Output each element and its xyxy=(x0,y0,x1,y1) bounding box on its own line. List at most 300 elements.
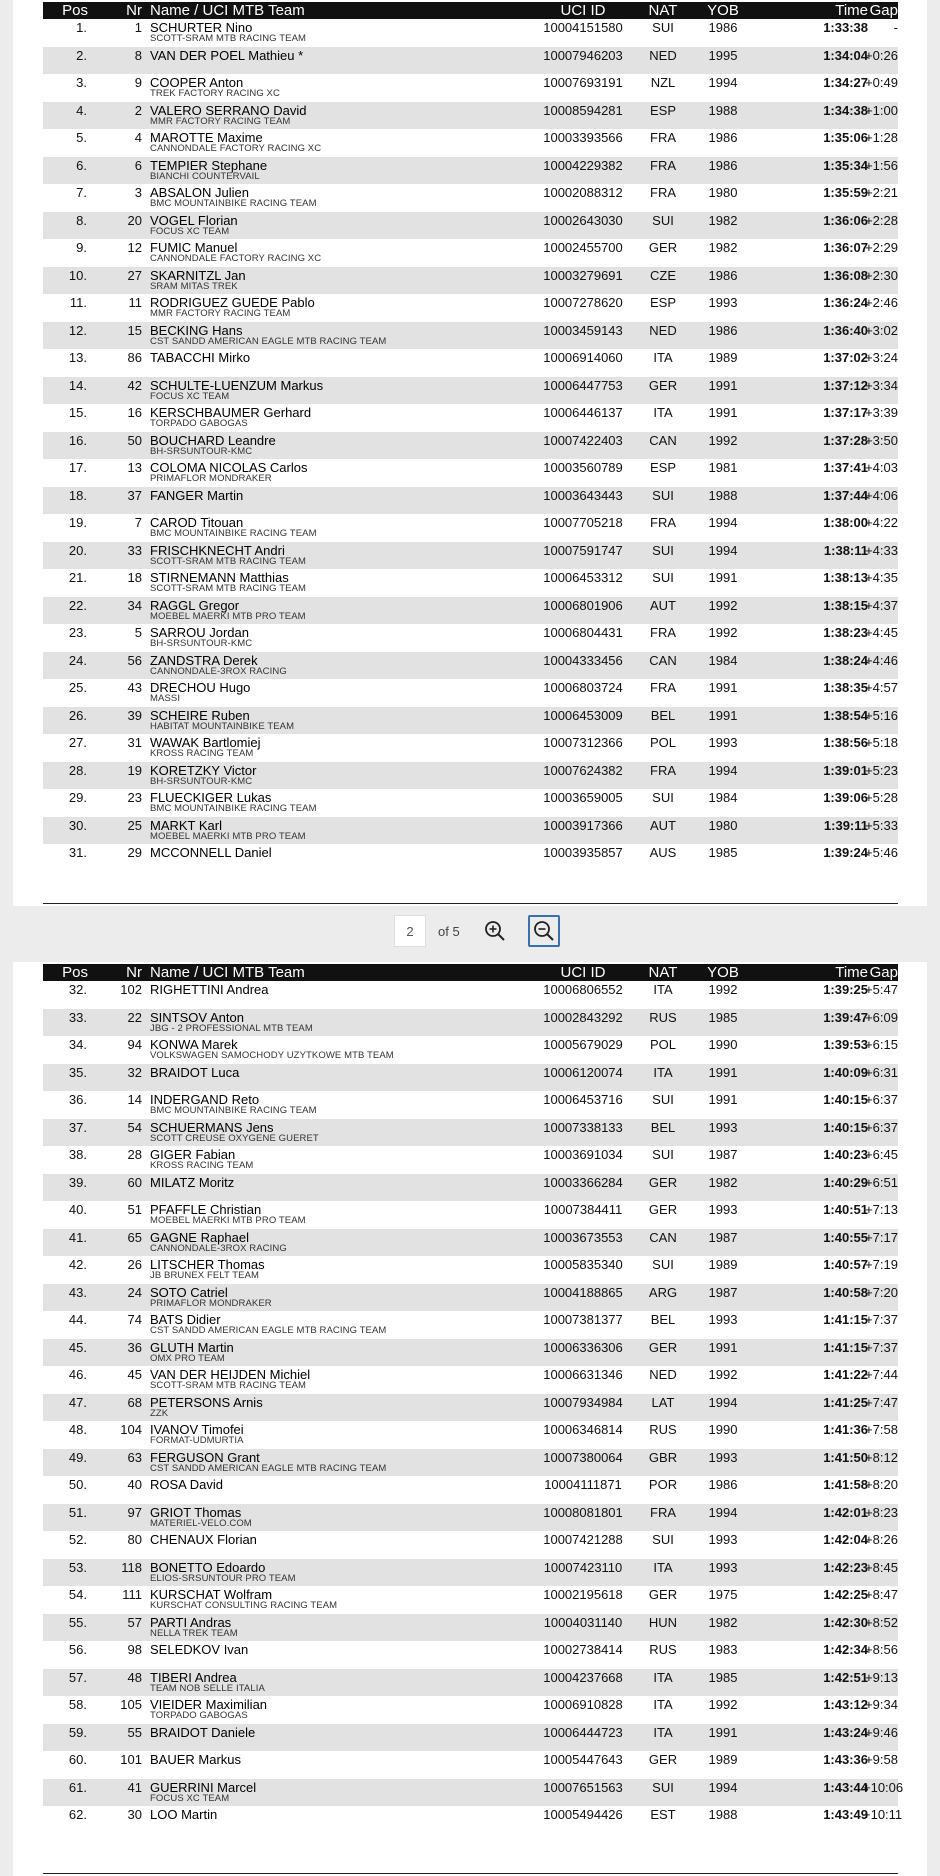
table-row xyxy=(43,1614,898,1642)
rider-name: COOPER Anton xyxy=(150,75,244,90)
nation-cell: SUI xyxy=(652,1532,674,1547)
nation-cell: ITA xyxy=(653,982,673,997)
rider-name: ABSALON Julien xyxy=(150,185,249,200)
bib-cell: 4 xyxy=(134,130,142,145)
team-name: SRAM MITAS TREK xyxy=(150,280,238,292)
page-number-input[interactable] xyxy=(394,915,426,947)
gap-cell: +5:47 xyxy=(865,982,898,997)
zoom-out-button[interactable] xyxy=(528,915,560,947)
bib-cell: 1 xyxy=(134,20,142,35)
yob-cell: 1985 xyxy=(708,1009,738,1025)
results-table xyxy=(43,964,904,1834)
pos-cell: 59. xyxy=(68,1724,87,1740)
nation-cell: FRA xyxy=(650,680,676,695)
uci-id-cell: 10002195618 xyxy=(543,1587,623,1602)
bib-cell: 37 xyxy=(127,487,142,503)
time-cell: 1:42:25 xyxy=(823,1587,868,1602)
table-row xyxy=(43,679,898,707)
uci-id-cell: 10002455700 xyxy=(543,240,623,255)
uci-id-cell: 10005835340 xyxy=(543,1257,623,1272)
pos-cell: 3. xyxy=(76,75,87,90)
gap-cell: +6:09 xyxy=(865,1009,898,1025)
bib-cell: 20 xyxy=(127,212,142,228)
yob-cell: 1990 xyxy=(708,1422,738,1437)
uci-id-cell: 10007693191 xyxy=(543,75,623,90)
uci-id-cell: 10003366284 xyxy=(543,1174,623,1190)
table-row xyxy=(43,19,898,47)
bib-cell: 11 xyxy=(128,295,142,310)
header-gap: Gap xyxy=(869,2,898,19)
team-name: SCOTT-SRAM MTB RACING TEAM xyxy=(150,1380,307,1391)
bib-cell: 54 xyxy=(127,1119,142,1135)
yob-cell: 1982 xyxy=(708,1174,738,1190)
table-row xyxy=(43,789,898,817)
nation-cell: AUT xyxy=(650,817,676,833)
gap-cell: +8:26 xyxy=(865,1532,898,1547)
bib-cell: 105 xyxy=(120,1697,142,1712)
uci-id-cell: 10006453716 xyxy=(543,1092,623,1107)
yob-cell: 1994 xyxy=(708,1779,738,1795)
time-cell: 1:42:51 xyxy=(823,1669,868,1685)
time-cell: 1:39:25 xyxy=(823,982,868,997)
bib-cell: 57 xyxy=(127,1614,142,1630)
gap-cell: +3:50 xyxy=(865,432,898,448)
nation-cell: FRA xyxy=(650,185,676,200)
yob-cell: 1994 xyxy=(708,542,738,558)
uci-id-cell: 10006447753 xyxy=(543,377,623,393)
nation-cell: ITA xyxy=(653,350,673,365)
bib-cell: 23 xyxy=(127,790,142,805)
bib-cell: 22 xyxy=(127,1009,142,1025)
team-name: MMR FACTORY RACING TEAM xyxy=(150,308,291,319)
pos-cell: 30. xyxy=(68,817,87,833)
header-nat: NAT xyxy=(648,964,678,981)
nation-cell: GER xyxy=(648,240,678,255)
yob-cell: 1994 xyxy=(708,1504,738,1520)
bib-cell: 102 xyxy=(120,982,142,997)
rider-name: LOO Martin xyxy=(150,1807,218,1822)
table-row xyxy=(43,267,898,295)
table-row xyxy=(43,652,898,680)
yob-cell: 1991 xyxy=(708,1064,738,1080)
gap-cell: +2:46 xyxy=(865,295,898,310)
yob-cell: 1991 xyxy=(708,377,738,393)
pos-cell: 36. xyxy=(68,1092,87,1107)
team-name: SCOTT-SRAM MTB RACING TEAM xyxy=(150,33,307,44)
team-name: TORPADO GABOGAS xyxy=(150,418,248,429)
gap-cell: +8:47 xyxy=(865,1587,898,1602)
rider-name: GRIOT Thomas xyxy=(150,1504,242,1520)
table-row xyxy=(43,707,898,735)
team-name: ZZK xyxy=(150,1407,169,1419)
bib-cell: 27 xyxy=(127,267,142,283)
time-cell: 1:39:01 xyxy=(823,762,868,778)
bib-cell: 31 xyxy=(127,735,142,750)
gap-cell: +8:56 xyxy=(865,1642,898,1657)
pos-cell: 52. xyxy=(68,1532,87,1547)
time-cell: 1:35:06 xyxy=(823,130,868,145)
zoom-in-button[interactable] xyxy=(479,915,511,947)
rider-name: MCCONNELL Daniel xyxy=(150,845,272,860)
rider-name: SOTO Catriel xyxy=(150,1284,228,1300)
bib-cell: 8 xyxy=(134,47,142,63)
gap-cell: +7:37 xyxy=(865,1339,898,1355)
uci-id-cell: 10003459143 xyxy=(543,322,623,338)
yob-cell: 1991 xyxy=(708,570,738,585)
team-name: SCOTT-SRAM MTB RACING TEAM xyxy=(150,583,307,594)
bib-cell: 2 xyxy=(134,102,142,118)
uci-id-cell: 10007380064 xyxy=(543,1449,623,1465)
rider-name: FLUECKIGER Lukas xyxy=(150,790,272,805)
yob-cell: 1992 xyxy=(708,625,738,640)
rider-name: COLOMA NICOLAS Carlos xyxy=(150,460,308,475)
team-name: FOCUS XC TEAM xyxy=(150,390,230,402)
header-nr: Nr xyxy=(126,964,142,981)
team-name: MATERIEL-VELO.COM xyxy=(150,1517,252,1529)
team-name: FOCUS XC TEAM xyxy=(150,225,230,237)
pos-cell: 45. xyxy=(68,1339,87,1355)
nation-cell: SUI xyxy=(652,542,674,558)
gap-cell: +7:47 xyxy=(865,1394,898,1410)
time-cell: 1:38:56 xyxy=(823,735,868,750)
time-cell: 1:40:15 xyxy=(823,1119,868,1135)
uci-id-cell: 10003393566 xyxy=(543,130,623,145)
team-name: MOEBEL MAERKI MTB PRO TEAM xyxy=(150,610,306,622)
uci-id-cell: 10008081801 xyxy=(543,1504,623,1520)
uci-id-cell: 10005447643 xyxy=(543,1752,623,1767)
gap-cell: +4:06 xyxy=(865,487,898,503)
team-name: BH-SRSUNTOUR-KMC xyxy=(150,775,253,787)
table-row xyxy=(43,1009,898,1037)
yob-cell: 1991 xyxy=(708,680,738,695)
table-row xyxy=(43,1036,898,1064)
time-cell: 1:37:12 xyxy=(823,377,868,393)
nation-cell: RUS xyxy=(649,1642,677,1657)
time-cell: 1:36:40 xyxy=(823,322,868,338)
nation-cell: NED xyxy=(649,1367,677,1382)
uci-id-cell: 10003643443 xyxy=(543,487,623,503)
rider-name: KURSCHAT Wolfram xyxy=(150,1587,273,1602)
time-cell: 1:43:12 xyxy=(823,1697,868,1712)
nation-cell: SUI xyxy=(652,212,674,228)
rider-name: IVANOV Timofei xyxy=(150,1422,244,1437)
pos-cell: 37. xyxy=(68,1119,87,1135)
yob-cell: 1985 xyxy=(708,1669,738,1685)
table-row xyxy=(43,734,898,762)
table-row xyxy=(43,212,898,240)
uci-id-cell: 10008594281 xyxy=(543,102,623,118)
yob-cell: 1989 xyxy=(708,1752,738,1767)
table-row xyxy=(43,1476,898,1504)
uci-id-cell: 10002088312 xyxy=(543,185,623,200)
uci-id-cell: 10005494426 xyxy=(543,1807,623,1822)
team-name: BMC MOUNTAINBIKE RACING TEAM xyxy=(150,1105,317,1116)
gap-cell: +1:56 xyxy=(865,157,898,173)
team-name: TREK FACTORY RACING XC xyxy=(150,88,280,99)
rider-name: VAN DER HEIJDEN Michiel xyxy=(150,1367,311,1382)
uci-id-cell: 10002643030 xyxy=(543,212,623,228)
header-pos: Pos xyxy=(62,964,88,981)
yob-cell: 1989 xyxy=(708,350,738,365)
team-name: MMR FACTORY RACING TEAM xyxy=(150,115,291,127)
bib-cell: 3 xyxy=(134,185,142,200)
page-divider xyxy=(43,903,898,904)
gap-cell: +9:34 xyxy=(865,1697,898,1712)
nation-cell: POL xyxy=(649,735,676,750)
uci-id-cell: 10007278620 xyxy=(543,295,623,310)
time-cell: 1:40:15 xyxy=(823,1092,868,1107)
yob-cell: 1982 xyxy=(708,240,738,255)
zoom-in-icon xyxy=(484,920,506,942)
time-cell: 1:43:24 xyxy=(823,1724,868,1740)
team-name: PRIMAFLOR MONDRAKER xyxy=(150,473,272,484)
rider-name: CHENAUX Florian xyxy=(150,1532,257,1547)
uci-id-cell: 10003935857 xyxy=(543,845,623,860)
uci-id-cell: 10006803724 xyxy=(543,680,623,695)
uci-id-cell: 10002843292 xyxy=(543,1009,623,1025)
time-cell: 1:34:27 xyxy=(823,75,868,90)
table-row xyxy=(43,47,898,75)
bib-cell: 6 xyxy=(134,157,142,173)
pos-cell: 58. xyxy=(68,1697,87,1712)
rider-name: RODRIGUEZ GUEDE Pablo xyxy=(150,295,315,310)
rider-name: SKARNITZL Jan xyxy=(150,267,246,283)
pos-cell: 60. xyxy=(68,1752,87,1767)
gap-cell: +5:33 xyxy=(865,817,898,833)
rider-name: VIEIDER Maximilian xyxy=(150,1697,268,1712)
uci-id-cell: 10007421288 xyxy=(543,1532,623,1547)
time-cell: 1:36:06 xyxy=(823,212,868,228)
pos-cell: 7. xyxy=(76,185,87,200)
gap-cell: +4:33 xyxy=(865,542,898,558)
pos-cell: 4. xyxy=(76,102,87,118)
table-row xyxy=(43,459,898,487)
rider-name: SINTSOV Anton xyxy=(150,1009,244,1025)
bib-cell: 29 xyxy=(127,845,142,860)
team-name: VOLKSWAGEN SAMOCHODY UZYTKOWE MTB TEAM xyxy=(150,1050,394,1061)
yob-cell: 1985 xyxy=(708,845,738,860)
uci-id-cell: 10006453009 xyxy=(543,707,623,723)
team-name: ELIOS-SRSUNTOUR PRO TEAM xyxy=(150,1572,296,1584)
gap-cell: +5:46 xyxy=(865,845,898,860)
pos-cell: 13. xyxy=(68,350,87,365)
gap-cell: +9:46 xyxy=(865,1724,898,1740)
bib-cell: 97 xyxy=(127,1504,142,1520)
time-cell: 1:42:30 xyxy=(823,1614,868,1630)
table-row xyxy=(43,1504,898,1532)
nation-cell: SUI xyxy=(652,1779,674,1795)
gap-cell: +4:57 xyxy=(865,680,898,695)
bib-cell: 30 xyxy=(127,1807,142,1822)
nation-cell: CAN xyxy=(649,1229,677,1245)
time-cell: 1:37:17 xyxy=(823,405,868,420)
uci-id-cell: 10007422403 xyxy=(543,432,623,448)
team-name: KROSS RACING TEAM xyxy=(150,1160,254,1171)
pos-cell: 27. xyxy=(68,735,87,750)
team-name: CANNONDALE FACTORY RACING XC xyxy=(150,253,322,264)
rider-name: FUMIC Manuel xyxy=(150,240,238,255)
bib-cell: 34 xyxy=(127,597,142,613)
bib-cell: 74 xyxy=(127,1312,142,1327)
rider-name: KORETZKY Victor xyxy=(150,762,257,778)
yob-cell: 1992 xyxy=(708,597,738,613)
uci-id-cell: 10006914060 xyxy=(543,350,623,365)
uci-id-cell: 10007651563 xyxy=(543,1779,623,1795)
table-row xyxy=(43,1339,898,1367)
team-name: MASSI xyxy=(150,693,181,704)
nation-cell: ITA xyxy=(653,1559,673,1575)
pos-cell: 29. xyxy=(68,790,87,805)
pos-cell: 43. xyxy=(68,1284,87,1300)
yob-cell: 1995 xyxy=(708,47,738,63)
yob-cell: 1992 xyxy=(708,982,738,997)
gap-cell: +0:49 xyxy=(865,75,898,90)
yob-cell: 1994 xyxy=(708,75,738,90)
pos-cell: 51. xyxy=(68,1504,87,1520)
team-name: MOEBEL MAERKI MTB PRO TEAM xyxy=(150,1215,306,1226)
rider-name: BRAIDOT Luca xyxy=(150,1064,240,1080)
nation-cell: ITA xyxy=(653,405,673,420)
yob-cell: 1991 xyxy=(708,707,738,723)
uci-id-cell: 10006446137 xyxy=(543,405,623,420)
team-name: SCOTT CREUSE OXYGENE GUERET xyxy=(150,1132,319,1144)
time-cell: 1:42:04 xyxy=(823,1532,868,1547)
time-cell: 1:40:55 xyxy=(823,1229,868,1245)
bib-cell: 101 xyxy=(120,1752,142,1767)
gap-cell: +7:20 xyxy=(865,1284,898,1300)
gap-cell: +6:37 xyxy=(865,1119,898,1135)
yob-cell: 1994 xyxy=(708,762,738,778)
table-row xyxy=(43,129,898,157)
nation-cell: RUS xyxy=(649,1422,677,1437)
table-row xyxy=(43,1806,903,1834)
table-row xyxy=(43,1779,904,1807)
gap-cell: +8:12 xyxy=(865,1449,898,1465)
uci-id-cell: 10007384411 xyxy=(543,1202,623,1217)
table-row xyxy=(43,624,898,652)
pos-cell: 15. xyxy=(68,405,87,420)
team-name: MOEBEL MAERKI MTB PRO TEAM xyxy=(150,830,306,842)
pos-cell: 50. xyxy=(68,1477,87,1492)
time-cell: 1:39:53 xyxy=(823,1037,868,1052)
nation-cell: SUI xyxy=(652,20,674,35)
nation-cell: GER xyxy=(648,1752,678,1767)
table-row xyxy=(43,74,898,102)
team-name: TEAM NOB SELLE ITALIA xyxy=(150,1682,265,1694)
yob-cell: 1988 xyxy=(708,487,738,503)
gap-cell: +3:02 xyxy=(865,322,898,338)
pos-cell: 38. xyxy=(68,1147,87,1162)
pos-cell: 32. xyxy=(68,982,87,997)
gap-cell: +8:52 xyxy=(865,1614,898,1630)
nation-cell: AUT xyxy=(650,597,676,613)
time-cell: 1:39:06 xyxy=(823,790,868,805)
uci-id-cell: 10003691034 xyxy=(543,1147,623,1162)
nation-cell: FRA xyxy=(650,762,676,778)
time-cell: 1:41:22 xyxy=(823,1367,868,1382)
time-cell: 1:38:24 xyxy=(823,652,868,668)
rider-name: RAGGL Gregor xyxy=(150,597,240,613)
team-name: CANNONDALE-3ROX RACING xyxy=(150,1242,287,1254)
pos-cell: 35. xyxy=(68,1064,87,1080)
pos-cell: 12. xyxy=(68,322,87,338)
team-name: KROSS RACING TEAM xyxy=(150,748,254,759)
nation-cell: SUI xyxy=(652,570,674,585)
time-cell: 1:37:02 xyxy=(823,350,868,365)
team-name: FORMAT-UDMURTIA xyxy=(150,1435,244,1446)
yob-cell: 1975 xyxy=(708,1587,738,1602)
pos-cell: 11. xyxy=(69,295,87,310)
rider-name: VALERO SERRANO David xyxy=(150,102,307,118)
rider-name: MILATZ Moritz xyxy=(150,1174,235,1190)
yob-cell: 1986 xyxy=(708,20,738,35)
uci-id-cell: 10006346814 xyxy=(543,1422,623,1437)
rider-name: FANGER Martin xyxy=(150,487,244,503)
yob-cell: 1980 xyxy=(708,817,738,833)
team-name: PRIMAFLOR MONDRAKER xyxy=(150,1297,272,1309)
rider-name: PARTI Andras xyxy=(150,1614,232,1630)
nation-cell: FRA xyxy=(650,157,676,173)
yob-cell: 1984 xyxy=(708,790,738,805)
header-uci: UCI ID xyxy=(560,2,606,19)
gap-cell: +2:30 xyxy=(865,267,898,283)
time-cell: 1:40:23 xyxy=(823,1147,868,1162)
rider-name: BECKING Hans xyxy=(150,322,243,338)
time-cell: 1:43:49 xyxy=(823,1807,868,1822)
yob-cell: 1986 xyxy=(708,267,738,283)
uci-id-cell: 10004188865 xyxy=(543,1284,623,1300)
pos-cell: 41. xyxy=(68,1229,87,1245)
table-header xyxy=(43,2,898,19)
gap-cell: +4:37 xyxy=(865,597,898,613)
yob-cell: 1986 xyxy=(708,1477,738,1492)
bib-cell: 43 xyxy=(127,680,142,695)
bib-cell: 19 xyxy=(127,762,142,778)
yob-cell: 1993 xyxy=(708,735,738,750)
pos-cell: 42. xyxy=(68,1257,87,1272)
rider-name: SCHURTER Nino xyxy=(150,20,253,35)
time-cell: 1:41:25 xyxy=(823,1394,868,1410)
header-nr: Nr xyxy=(126,2,142,19)
time-cell: 1:38:15 xyxy=(823,597,868,613)
rider-name: GIGER Fabian xyxy=(150,1147,236,1162)
table-row xyxy=(43,1641,898,1669)
nation-cell: ITA xyxy=(653,1697,673,1712)
nation-cell: AUS xyxy=(649,845,677,860)
rider-name: GLUTH Martin xyxy=(150,1339,234,1355)
yob-cell: 1980 xyxy=(708,185,738,200)
nation-cell: FRA xyxy=(650,515,676,530)
table-row xyxy=(43,487,898,515)
time-cell: 1:42:34 xyxy=(823,1642,868,1657)
team-name: BMC MOUNTAINBIKE RACING TEAM xyxy=(150,198,317,209)
gap-cell: +7:19 xyxy=(865,1257,898,1272)
results-table xyxy=(43,2,898,872)
time-cell: 1:37:28 xyxy=(823,432,868,448)
yob-cell: 1993 xyxy=(708,295,738,310)
rider-name: GAGNE Raphael xyxy=(150,1229,249,1245)
gap-cell: +9:13 xyxy=(865,1669,898,1685)
uci-id-cell: 10003917366 xyxy=(543,817,623,833)
pos-cell: 17. xyxy=(68,460,87,475)
gap-cell: +4:35 xyxy=(865,570,898,585)
yob-cell: 1991 xyxy=(708,405,738,420)
gap-cell: +8:45 xyxy=(865,1559,898,1575)
table-row xyxy=(43,1751,898,1779)
pos-cell: 1. xyxy=(76,20,87,35)
yob-cell: 1984 xyxy=(708,652,738,668)
uci-id-cell: 10004151580 xyxy=(543,20,623,35)
